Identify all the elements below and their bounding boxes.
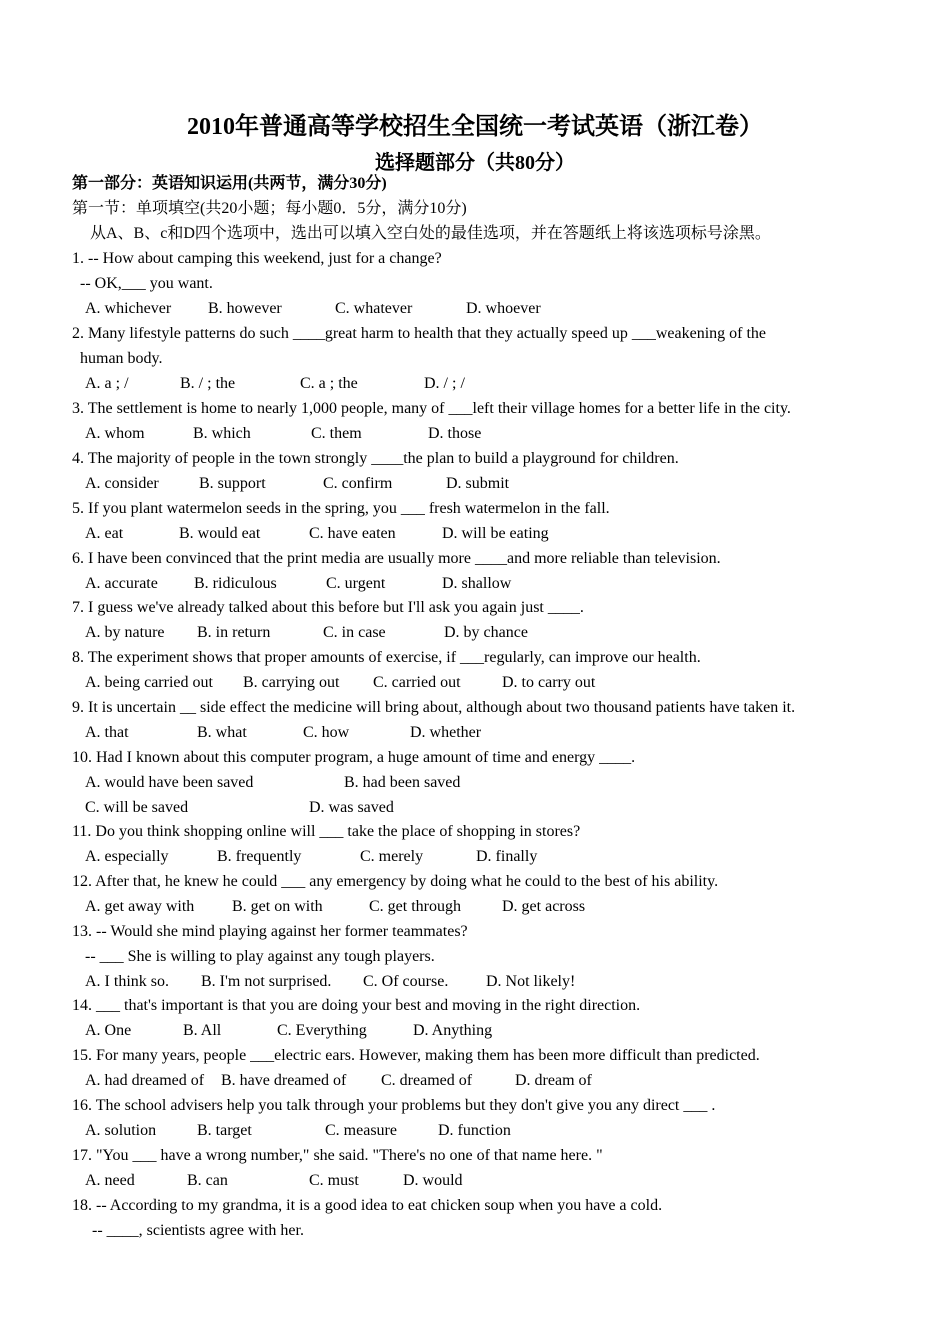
instructions: 从A、B、c和D四个选项中，选出可以填入空白处的最佳选项，并在答题纸上将该选项标号涂黑。 [90, 225, 771, 242]
question-7-stem: 7. I guess we've already talked about this before but I'll ask you again just ____. [72, 599, 584, 616]
option-c: C. a ; the [300, 375, 358, 392]
question-1-stem-reply: -- OK,___ you want. [80, 275, 213, 292]
option-c: C. them [311, 425, 362, 442]
option-b: B. ridiculous [194, 575, 277, 592]
option-d: D. get across [502, 898, 586, 915]
option-b: B. have dreamed of [221, 1072, 347, 1089]
option-c: C. whatever [335, 300, 413, 317]
option-a: A. get away with [85, 898, 195, 915]
option-d: D. finally [476, 848, 538, 865]
option-d: D. shallow [442, 575, 512, 592]
option-d: D. by chance [444, 624, 528, 641]
exam-title: 2010年普通高等学校招生全国统一考试英语（浙江卷） [187, 114, 763, 140]
option-b: B. which [193, 425, 251, 442]
option-c: C. urgent [326, 575, 386, 592]
question-2-stem-cont: human body. [80, 350, 163, 367]
option-c: C. dreamed of [381, 1072, 473, 1089]
option-c: C. Everything [277, 1022, 367, 1039]
option-a: A. whichever [85, 300, 172, 317]
option-a: A. consider [85, 475, 159, 492]
question-18-stem: 18. -- According to my grandma, it is a good idea to eat chicken soup when you have a cold. [72, 1197, 663, 1214]
option-a: A. being carried out [85, 674, 213, 691]
option-a: A. I think so. [85, 973, 169, 990]
option-c: C. how [303, 724, 350, 741]
option-b: B. in return [197, 624, 271, 641]
question-16-stem: 16. The school advisers help you talk through your problems but they don't give you any direct ___ . [72, 1097, 716, 1114]
question-6-stem: 6. I have been convinced that the print media are usually more ____and more reliable than television. [72, 550, 721, 567]
exam-subtitle: 选择题部分（共80分） [375, 152, 575, 174]
question-14-stem: 14. ___ that's important is that you are doing your best and moving in the right direction. [72, 997, 641, 1014]
question-18-stem-reply: -- ____, scientists agree with her. [92, 1222, 304, 1239]
question-4-stem: 4. The majority of people in the town strongly ____the plan to build a playground for children. [72, 450, 679, 467]
question-13-stem: 13. -- Would she mind playing against her former teammates? [72, 923, 468, 940]
option-b: B. however [208, 300, 282, 317]
option-b: B. I'm not surprised. [201, 973, 332, 990]
option-d: D. was saved [309, 799, 394, 816]
option-c: C. have eaten [309, 525, 396, 542]
option-b: B. can [187, 1172, 228, 1189]
option-b: B. had been saved [344, 774, 461, 791]
question-10-stem: 10. Had I known about this computer program, a huge amount of time and energy ____. [72, 749, 636, 766]
option-a: A. accurate [85, 575, 158, 592]
option-a: A. by nature [85, 624, 165, 641]
option-b: B. what [197, 724, 247, 741]
option-d: D. would [403, 1172, 463, 1189]
option-b: B. target [197, 1122, 252, 1139]
option-a: A. would have been saved [85, 774, 254, 791]
option-b: B. would eat [179, 525, 261, 542]
option-c: C. must [309, 1172, 359, 1189]
option-d: D. to carry out [502, 674, 596, 691]
question-17-stem: 17. "You ___ have a wrong number," she said. "There's no one of that name here. " [72, 1147, 603, 1164]
option-c: C. merely [360, 848, 424, 865]
part1-heading: 第一部分：英语知识运用(共两节，满分30分) [72, 175, 387, 192]
question-13-stem-reply: -- ___ She is willing to play against any tough players. [85, 948, 435, 965]
option-a: A. solution [85, 1122, 157, 1139]
option-d: D. whoever [466, 300, 541, 317]
option-a: A. especially [85, 848, 169, 865]
question-15-stem: 15. For many years, people ___electric ears. However, making them has been more difficult than predicted. [72, 1047, 760, 1064]
option-b: B. frequently [217, 848, 302, 865]
option-c: C. measure [325, 1122, 397, 1139]
question-8-stem: 8. The experiment shows that proper amounts of exercise, if ___regularly, can improve our health. [72, 649, 701, 666]
option-d: D. whether [410, 724, 482, 741]
option-a: A. that [85, 724, 129, 741]
option-c: C. Of course. [363, 973, 449, 990]
option-b: B. support [199, 475, 266, 492]
question-3-stem: 3. The settlement is home to nearly 1,000 people, many of ___left their village homes for a better life in the city. [72, 400, 791, 417]
option-a: A. had dreamed of [85, 1072, 205, 1089]
option-d: D. dream of [515, 1072, 592, 1089]
option-a: A. need [85, 1172, 135, 1189]
option-c: C. in case [323, 624, 386, 641]
option-b: B. carrying out [243, 674, 340, 691]
option-d: D. Not likely! [486, 973, 576, 990]
option-d: D. function [438, 1122, 511, 1139]
question-12-stem: 12. After that, he knew he could ___ any emergency by doing what he could to the best of his ability. [72, 873, 719, 890]
question-11-stem: 11. Do you think shopping online will ___ take the place of shopping in stores? [72, 823, 581, 840]
question-2-stem: 2. Many lifestyle patterns do such ____great harm to health that they actually speed up ___weakening of the [72, 325, 767, 342]
question-5-stem: 5. If you plant watermelon seeds in the spring, you ___ fresh watermelon in the fall. [72, 500, 610, 517]
option-b: B. All [183, 1022, 222, 1039]
option-c: C. will be saved [85, 799, 189, 816]
option-a: A. a ; / [85, 375, 129, 392]
question-1-stem: 1. -- How about camping this weekend, just for a change? [72, 250, 442, 267]
option-d: D. submit [446, 475, 510, 492]
option-d: D. Anything [413, 1022, 493, 1039]
option-d: D. / ; / [424, 375, 465, 392]
option-c: C. confirm [323, 475, 393, 492]
option-b: B. get on with [232, 898, 323, 915]
section1-heading: 第一节：单项填空(共20小题；每小题0．5分，满分10分) [72, 200, 467, 217]
option-b: B. / ; the [180, 375, 236, 392]
option-c: C. carried out [373, 674, 461, 691]
question-9-stem: 9. It is uncertain __ side effect the medicine will bring about, although about two thousand patients have taken it. [72, 699, 796, 716]
option-a: A. One [85, 1022, 132, 1039]
option-c: C. get through [369, 898, 461, 915]
option-a: A. whom [85, 425, 145, 442]
option-a: A. eat [85, 525, 124, 542]
option-d: D. those [428, 425, 482, 442]
option-d: D. will be eating [442, 525, 549, 542]
